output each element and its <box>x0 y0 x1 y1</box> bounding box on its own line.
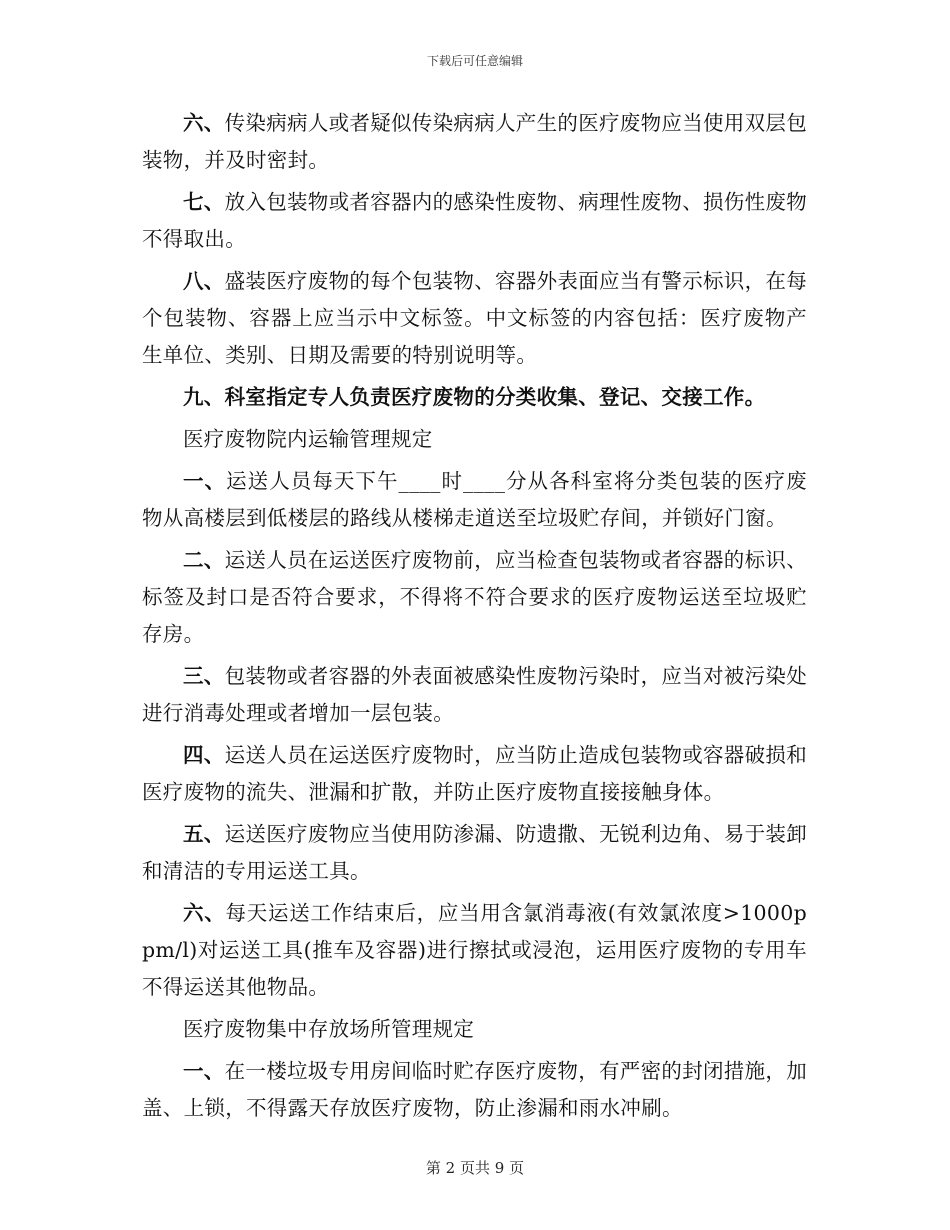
paragraph-text: 运送人员在运送医疗废物前，应当检查包装物或者容器的标识、标签及封口是否符合要求，不得将不符合要求的医疗废物运送至垃圾贮存房。 <box>142 548 808 646</box>
document-body <box>142 105 807 1132</box>
section-title-text: 医疗废物院内运输管理规定 <box>183 427 433 451</box>
transport-rule-4 <box>142 737 807 811</box>
transport-rule-2 <box>142 542 807 653</box>
item-number: 三、 <box>183 664 225 688</box>
item-number: 八、 <box>183 269 225 293</box>
paragraph-9-responsibility <box>142 379 807 416</box>
paragraph-text: 传染病病人或者疑似传染病病人产生的医疗废物应当使用双层包装物，并及时密封。 <box>142 111 808 172</box>
paragraph-8-labels <box>142 263 807 374</box>
paragraph-text: 放入包装物或者容器内的感染性废物、病理性废物、损伤性废物不得取出。 <box>142 190 808 251</box>
section-title-storage <box>142 1011 807 1048</box>
transport-rule-1 <box>142 463 807 537</box>
paragraph-text: 运送医疗废物应当使用防渗漏、防遗撒、无锐利边角、易于装卸和清洁的专用运送工具。 <box>142 822 808 883</box>
item-number: 七、 <box>183 190 225 214</box>
paragraph-text: 每天运送工作结束后，应当用含氯消毒液(有效氯浓度>1000ppm/l)对运送工具(推车及容器)进行擦拭或浸泡，运用医疗废物的专用车不得运送其他物品。 <box>142 901 807 999</box>
item-number: 一、 <box>183 1059 225 1083</box>
item-number: 一、 <box>183 469 227 493</box>
paragraph-text: 盛装医疗废物的每个包装物、容器外表面应当有警示标识，在每个包装物、容器上应当示中文标签。中文标签的内容包括：医疗废物产生单位、类别、日期及需要的特别说明等。 <box>142 269 808 367</box>
transport-rule-6 <box>142 895 807 1006</box>
transport-rule-3 <box>142 658 807 732</box>
section-title-text: 医疗废物集中存放场所管理规定 <box>183 1017 475 1041</box>
section-title-transport <box>142 421 807 458</box>
paragraph-text: 九、科室指定专人负责医疗废物的分类收集、登记、交接工作。 <box>183 385 766 409</box>
transport-rule-5 <box>142 816 807 890</box>
paragraph-text: 包装物或者容器的外表面被感染性废物污染时，应当对被污染处进行消毒处理或者增加一层包装。 <box>142 664 808 725</box>
paragraph-text: 在一楼垃圾专用房间临时贮存医疗废物，有严密的封闭措施，加盖、上锁，不得露天存放医疗废物，防止渗漏和雨水冲刷。 <box>142 1059 808 1120</box>
item-number: 六、 <box>183 111 225 135</box>
paragraph-7-no-removal <box>142 184 807 258</box>
storage-rule-1 <box>142 1053 807 1127</box>
page-header: 下载后可任意编辑 <box>426 54 523 68</box>
item-number: 六、 <box>183 901 226 925</box>
paragraph-text: 运送人员每天下午____时____分从各科室将分类包装的医疗废物从高楼层到低楼层的路线从楼梯走道送至垃圾贮存间，并锁好门窗。 <box>142 469 807 530</box>
item-number: 五、 <box>183 822 225 846</box>
paragraph-text: 运送人员在运送医疗废物时，应当防止造成包装物或容器破损和医疗废物的流失、泄漏和扩散，并防止医疗废物直接接触身体。 <box>142 743 808 804</box>
item-number: 四、 <box>183 743 225 767</box>
paragraph-6-double-packaging <box>142 105 807 179</box>
item-number: 二、 <box>183 548 225 572</box>
page-number: 第 2 页共 9 页 <box>425 1159 525 1177</box>
